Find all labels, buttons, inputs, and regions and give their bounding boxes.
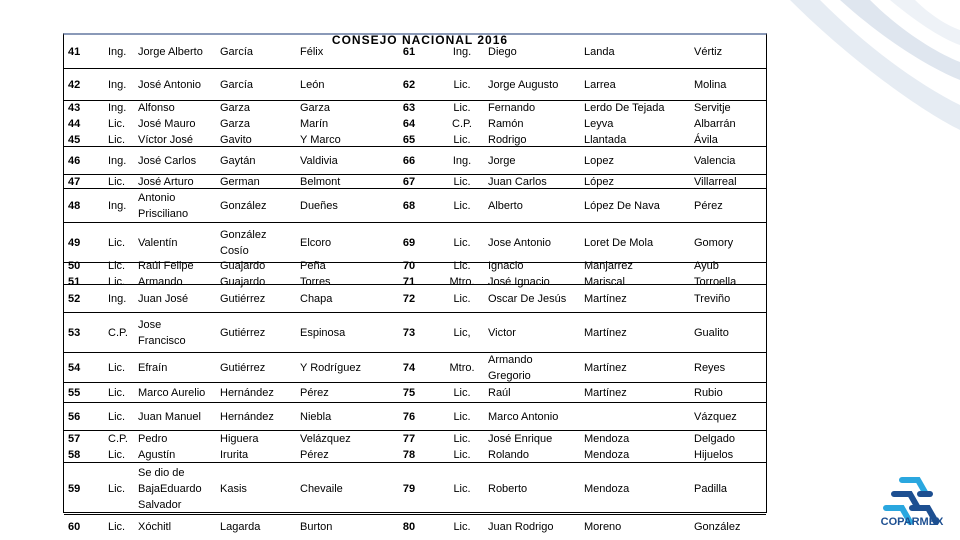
cell-left-first-name: José Carlos (138, 155, 197, 167)
cell-left-first-name: Pedro Agustín (138, 433, 176, 461)
cell-left-title: Ing. (108, 46, 127, 58)
cell-left-surname-2: Belmont (300, 176, 341, 188)
cell-left-title: Lic. (108, 176, 126, 188)
table-row (64, 69, 766, 101)
cell-right-num: 76 (402, 411, 416, 423)
cell-right-surname-1: López (584, 176, 614, 188)
cell-left-title: Ing. (108, 200, 127, 212)
cell-left-surname-1: Lagarda (220, 521, 261, 533)
cell-left-title: Lic. (108, 483, 126, 495)
cell-left-surname-1: Garza Garza Gavito (220, 102, 252, 146)
cell-right-surname-2: Pérez (694, 200, 723, 212)
cell-left-num: 60 (68, 521, 81, 533)
cell-left-num: 43 44 45 (68, 102, 81, 146)
cell-right-surname-2: Treviño (694, 293, 731, 305)
cell-right-surname-1: Larrea (584, 79, 616, 91)
cell-left-first-name: Valentín (138, 237, 178, 249)
cell-left-first-name: José Antonio (138, 79, 201, 91)
cell-left-first-name: Se dio de BajaEduardo Salvador (138, 467, 202, 511)
cell-left-first-name: Jorge Alberto (138, 46, 203, 58)
cell-right-title: Lic. (453, 200, 471, 212)
cell-right-surname-1: Mendoza (584, 483, 630, 495)
cell-left-surname-2: Peña Torres (300, 260, 331, 288)
cell-left-first-name: Juan Manuel (138, 411, 201, 423)
cell-right-first-name: Ignacio José Ignacio (488, 260, 550, 288)
cell-left-num: 48 (68, 200, 81, 212)
cell-right-num: 80 (402, 521, 416, 533)
cell-left-surname-2: Espinosa (300, 327, 346, 339)
cell-right-first-name: Oscar De Jesús (488, 293, 567, 305)
cell-right-first-name: Fernando Ramón Rodrigo (488, 102, 536, 146)
cell-right-surname-1: Landa (584, 46, 615, 58)
cell-left-title: Ing. (108, 155, 127, 167)
cell-right-num: 70 71 (402, 260, 416, 288)
cell-right-num: 63 64 65 (402, 102, 416, 146)
table-row (64, 463, 766, 515)
cell-right-surname-2: Valencia (694, 155, 736, 167)
cell-right-surname-2: Gomory (694, 237, 734, 249)
cell-left-surname-2: Dueñes (300, 200, 338, 212)
cell-right-surname-2: González (694, 521, 741, 533)
cell-left-surname-1: Gutiérrez (220, 327, 266, 339)
cell-right-num: 68 (402, 200, 416, 212)
cell-left-surname-1: Gutiérrez (220, 293, 266, 305)
cell-left-surname-1: González Cosío (220, 229, 267, 257)
cell-left-title: C.P. (108, 327, 128, 339)
cell-left-title: Lic. (108, 411, 126, 423)
cell-left-title: Lic. (108, 521, 126, 533)
cell-right-first-name: Armando Gregorio (488, 354, 533, 382)
cell-left-num: 41 (68, 46, 81, 58)
cell-right-surname-1: Martínez (584, 327, 627, 339)
table-row (64, 403, 766, 431)
cell-right-num: 74 (402, 362, 416, 374)
cell-right-first-name: Alberto (488, 200, 523, 212)
table-row (64, 223, 766, 263)
cell-right-surname-2: Servitje Albarrán Ávila (694, 102, 736, 146)
cell-left-surname-1: Gaytán (220, 155, 256, 167)
cell-left-first-name: Antonio Prisciliano (138, 192, 189, 220)
cell-left-num: 53 (68, 327, 81, 339)
cell-left-surname-1: González (220, 200, 267, 212)
cell-right-title: Lic, (453, 327, 471, 339)
cell-right-title: Lic. (453, 293, 471, 305)
cell-left-surname-2: León (300, 79, 325, 91)
cell-right-surname-2: Rubio (694, 387, 723, 399)
table-row (64, 353, 766, 383)
cell-right-surname-1: Lopez (584, 155, 614, 167)
cell-left-title: C.P. Lic. (108, 433, 128, 461)
cell-right-title: Lic. (453, 176, 471, 188)
page-title: CONSEJO NACIONAL 2016 (331, 33, 509, 47)
cell-left-surname-1: Hernández (220, 387, 274, 399)
council-members-table (63, 33, 767, 533)
cell-right-first-name: Victor (488, 327, 516, 339)
cell-left-title: Lic. (108, 387, 126, 399)
cell-right-num: 75 (402, 387, 416, 399)
cell-right-surname-2: Reyes (694, 362, 726, 374)
cell-right-surname-1 (584, 403, 688, 431)
cell-left-num: 57 58 (68, 433, 81, 461)
cell-right-title: Lic. (453, 79, 471, 91)
cell-left-title: Lic. Lic. (108, 260, 126, 288)
cell-right-num: 72 (402, 293, 416, 305)
table-row (64, 175, 766, 189)
cell-right-surname-2: Ayub Torroella (694, 260, 737, 288)
cell-left-surname-2: Félix (300, 46, 324, 58)
table-row (64, 285, 766, 313)
cell-right-num: 61 (402, 46, 416, 58)
table-row (64, 313, 766, 353)
cell-right-first-name: Diego (488, 46, 517, 58)
cell-left-surname-2: Velázquez Pérez (300, 433, 351, 461)
coparmex-wordmark: COPARMEX (880, 516, 944, 528)
cell-left-first-name: José Arturo (138, 176, 194, 188)
cell-left-surname-2: Chapa (300, 293, 333, 305)
table-row (64, 260, 766, 288)
cell-left-first-name: Xóchitl (138, 521, 172, 533)
cell-right-title: Mtro. (449, 362, 475, 374)
cell-right-title: Lic. (453, 387, 471, 399)
cell-left-num: 46 (68, 155, 81, 167)
cell-left-num: 52 (68, 293, 81, 305)
cell-right-surname-1: López De Nava (584, 200, 660, 212)
cell-right-title: Lic. Lic. (453, 433, 471, 461)
cell-left-num: 50 51 (68, 260, 81, 288)
table-row (64, 101, 766, 147)
cell-left-surname-1: Kasis (220, 483, 247, 495)
cell-right-num: 77 78 (402, 433, 416, 461)
cell-left-first-name: Efraín (138, 362, 168, 374)
cell-left-num: 42 (68, 79, 81, 91)
cell-left-surname-1: Hernández (220, 411, 274, 423)
cell-left-surname-2: Y Rodríguez (300, 362, 361, 374)
cell-left-surname-2: Garza Marín Y Marco (300, 102, 341, 146)
cell-right-num: 79 (402, 483, 416, 495)
cell-left-num: 49 (68, 237, 81, 249)
cell-right-num: 69 (402, 237, 416, 249)
cell-right-first-name: Jorge Augusto (488, 79, 559, 91)
cell-left-title: Ing. (108, 79, 127, 91)
cell-left-surname-2: Valdivia (300, 155, 338, 167)
cell-right-title: Lic. C.P. Lic. (452, 102, 472, 146)
cell-right-surname-1: Martínez (584, 387, 627, 399)
cell-left-surname-2: Chevaile (300, 483, 343, 495)
cell-left-surname-1: German (220, 176, 260, 188)
cell-left-title: Lic. (108, 237, 126, 249)
cell-right-first-name: José Enrique Rolando (488, 433, 553, 461)
cell-right-title: Lic. (453, 521, 471, 533)
cell-left-surname-2: Elcoro (300, 237, 332, 249)
cell-left-num: 55 (68, 387, 81, 399)
cell-left-num: 47 (68, 176, 81, 188)
cell-right-surname-2: Delgado Hijuelos (694, 433, 735, 461)
cell-left-first-name: Jose Francisco (138, 319, 186, 347)
cell-left-title: Ing. Lic. Lic. (108, 102, 127, 146)
cell-right-title: Ing. (452, 155, 472, 167)
cell-right-first-name: Raúl (488, 387, 511, 399)
cell-right-first-name: Juan Carlos (488, 176, 547, 188)
cell-right-surname-2: Gualito (694, 327, 729, 339)
cell-right-num: 67 (402, 176, 416, 188)
cell-right-first-name: Roberto (488, 483, 528, 495)
cell-left-num: 59 (68, 483, 81, 495)
cell-left-title: Ing. (108, 293, 127, 305)
cell-left-surname-1: García (220, 46, 254, 58)
cell-right-num: 66 (402, 155, 416, 167)
cell-right-first-name: Marco Antonio (488, 411, 559, 423)
cell-right-surname-1: Manjarrez Mariscal (584, 260, 633, 288)
cell-right-first-name: Jorge (488, 155, 516, 167)
cell-right-title: Lic. Mtro. (449, 260, 475, 288)
cell-right-surname-2: Padilla (694, 483, 728, 495)
cell-right-first-name: Jose Antonio (488, 237, 551, 249)
cell-right-title: Lic. (453, 237, 471, 249)
cell-left-surname-1: Gutiérrez (220, 362, 266, 374)
table-row (64, 383, 766, 403)
cell-right-first-name: Juan Rodrigo (488, 521, 554, 533)
table-row (64, 189, 766, 223)
cell-right-num: 62 (402, 79, 416, 91)
cell-left-first-name: Juan José (138, 293, 189, 305)
cell-left-num: 54 (68, 362, 81, 374)
table-row (64, 515, 766, 539)
cell-right-surname-2: Vértiz (694, 46, 723, 58)
cell-left-surname-1: Higuera Irurita (220, 433, 259, 461)
cell-right-title: Lic. (453, 483, 471, 495)
cell-left-surname-2: Burton (300, 521, 333, 533)
cell-left-surname-2: Niebla (300, 411, 332, 423)
cell-right-surname-1: Martínez (584, 362, 627, 374)
cell-left-first-name: Alfonso José Mauro Víctor José (138, 102, 196, 146)
cell-left-title: Lic. (108, 362, 126, 374)
cell-left-surname-2: Pérez (300, 387, 329, 399)
cell-right-surname-2: Molina (694, 79, 727, 91)
cell-right-surname-1: Moreno (584, 521, 622, 533)
cell-right-num: 73 (402, 327, 416, 339)
cell-right-title: Ing. (452, 46, 472, 58)
cell-left-first-name: Raúl Felipe Armando (138, 260, 194, 288)
cell-right-title: Lic. (453, 411, 471, 423)
cell-right-surname-2: Villarreal (694, 176, 737, 188)
cell-right-surname-1: Lerdo De Tejada Leyva Llantada (584, 102, 665, 146)
table-row (64, 431, 766, 463)
cell-right-surname-2: Vázquez (694, 411, 737, 423)
cell-left-first-name: Marco Aurelio (138, 387, 206, 399)
cell-left-num: 56 (68, 411, 81, 423)
table-row (64, 147, 766, 175)
cell-right-surname-1: Mendoza Mendoza (584, 433, 630, 461)
cell-right-surname-1: Loret De Mola (584, 237, 654, 249)
cell-left-surname-1: García (220, 79, 254, 91)
cell-right-surname-1: Martínez (584, 293, 627, 305)
cell-left-surname-1: Guajardo Guajardo (220, 260, 266, 288)
